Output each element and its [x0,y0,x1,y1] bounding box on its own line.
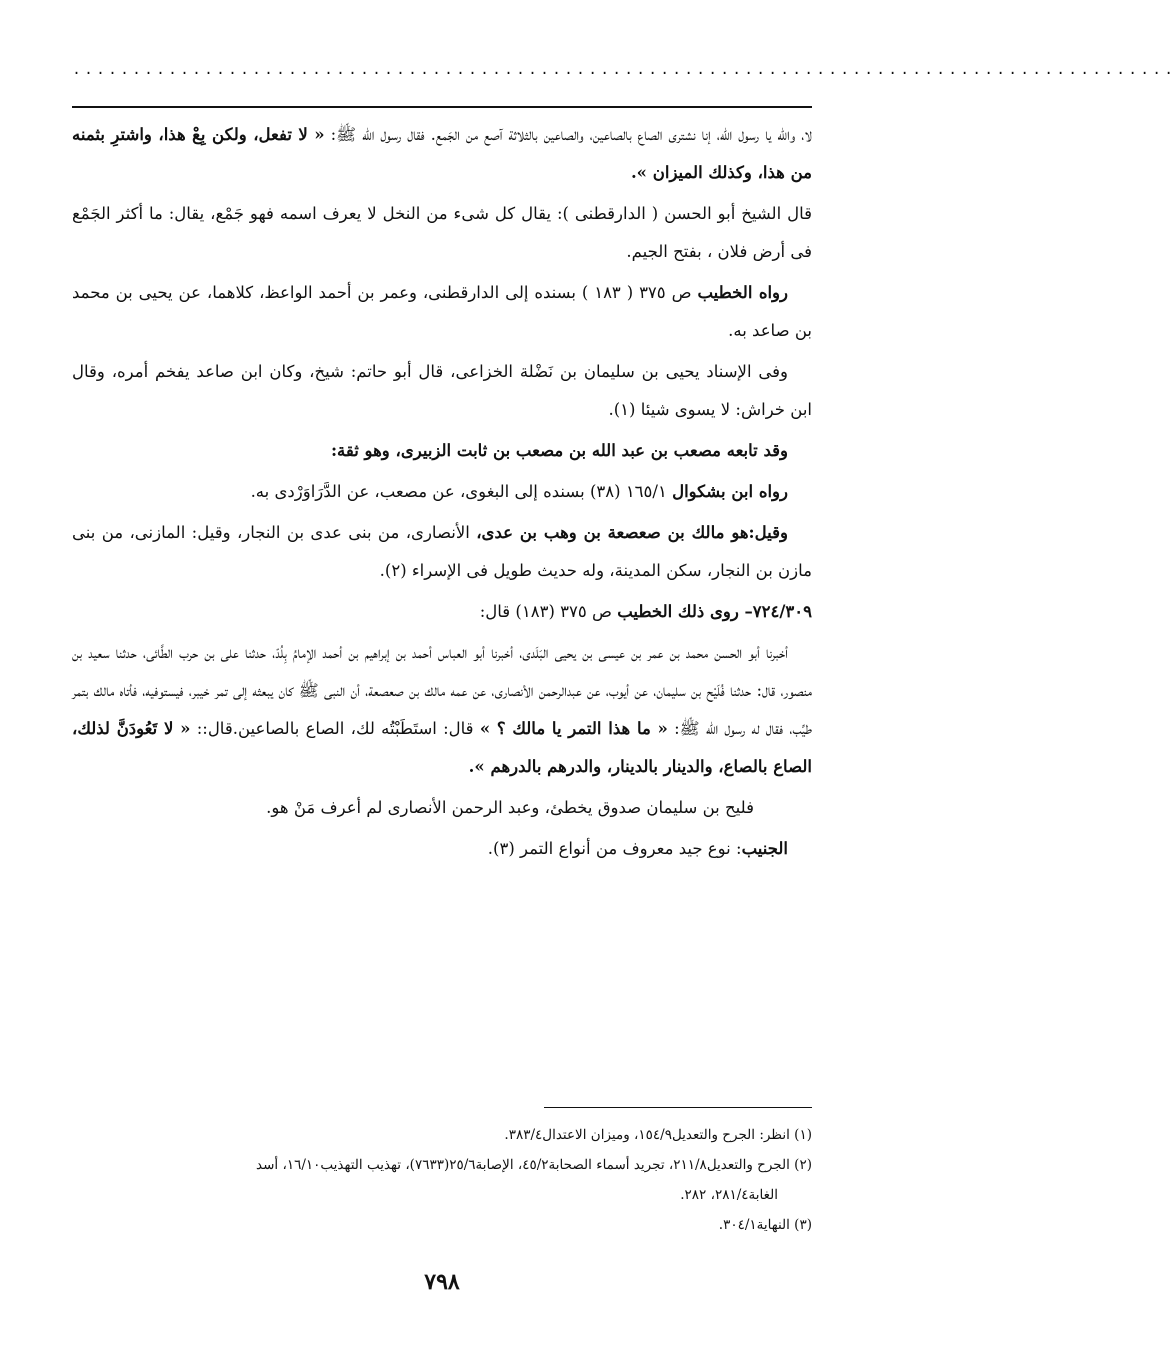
book-page [72,62,1176,1352]
footnote-line: (١) انظر: الجرح والتعديل١٥٤/٩، وميزان الاعتدال٣٨٣/٤. [504,1127,812,1143]
paragraph [72,473,812,511]
bold-text: ٧٢٤/٣٠٩– روى ذلك الخطيب [617,602,812,621]
bold-text: وقيل:هو مالك بن صعصعة بن وهب بن عدى، [476,523,788,542]
paragraph [72,195,812,271]
text-run: لا، والله يا رسول الله، إنا نشترى الصاع بالصاعين، والصاعين بالثلاثة آصع من الجَمع. فقال رسول الله ﷺ: [324,125,812,144]
footnote-line: (٣) النهاية٣٠٤/١. [718,1217,812,1233]
bold-text: « لا تفعل، ولكن بِعْ هذا، واشترِ بثمنه من هذا، وكذلك الميزان ». [72,125,812,182]
footnote [72,1150,812,1210]
paragraph [72,274,812,350]
hadith-heading [72,593,812,631]
footnote-rule [544,1107,812,1108]
text-run: ص ٣٧٥ ( ١٨٣ ) بسنده إلى الدارقطنى، وعمر بن أحمد الواعظ، كلاهما، عن يحيى بن محمد بن صاعد به. [72,283,812,340]
text-run: وفى الإسناد يحيى بن سليمان بن نَضْلة الخزاعى، قال أبو حاتم: شيخ، وكان ابن صاعد يفخم أمره، وقال ابن خراش: لا يسوى شيئا (١). [72,362,812,419]
paragraph [72,514,812,590]
paragraph [72,634,812,786]
bold-text: « ما هذا التمر يا مالك ؟ » [479,719,668,738]
footnote-line: (٢) الجرح والتعديل٢١١/٨، تجريد أسماء الصحابة٤٥/٢، الإصابة٢٥/٦(٧٦٣٣)، تهذيب التهذيب١٦/١٠، أسد [256,1157,812,1173]
text-run: قال: استَطَبْتُه لك، الصاع بالصاعين.قال:: [190,719,480,738]
footnote [72,1120,812,1150]
footnote-line: الغابة٢٨١/٤، ٢٨٢. [680,1187,778,1203]
bold-text: « لا تَعُودَنَّ لذلك، الصاع بالصاع، والدينار بالدينار، والدرهم بالدرهم ». [72,719,812,776]
paragraph [72,353,812,429]
text-run: : نوع جيد معروف من أنواع التمر (٣). [487,839,742,858]
text-run: فليح بن سليمان صدوق يخطئ، وعبد الرحمن الأنصارى لم أعرف مَنْ هو. [266,798,754,817]
footnotes [72,1120,812,1240]
text-run: أخبرنا أبو الحسن محمد بن عمر بن عيسى بن يحيى البَلَدى، أخبرنا أبو العباس أحمد بن إبراهيم بن أحمد الإمامُ بِلُدّ، حدثنا على بن حرب الطَّائى، حدثنا سعيد بن منصور، قال: حدثنا فُلَيْح بن سليمان، عن أيوب، عن عبدالرحمن الأنصارى، عن عمه مالك بن صعصعة، أن النبى ﷺ كان يبعثه إلى تمر خيبر، فيستوفيه، فأتاه مالك بتمر طيِّب، فقال له رسول الله ﷺ: [72,643,812,738]
bold-text: رواه ابن بشكوال [672,482,788,501]
page-number: ٧٩٨ [424,1269,460,1295]
main-text [72,116,812,871]
header-rule [72,106,812,108]
paragraph [72,830,812,868]
paragraph [72,432,812,470]
text-run: الأنصارى، من بنى عدى بن النجار، وقيل: المازنى، من بنى مازن بن النجار، سكن المدينة، وله حديث طويل فى الإسراء (٢). [72,523,812,580]
paragraph [72,789,812,827]
bold-text: وقد تابعه مصعب بن عبد الله بن مصعب بن ثابت الزبيرى، وهو ثقة: [330,441,788,460]
text-run: قال الشيخ أبو الحسن ( الدارقطنى ): يقال كل شىء من النخل لا يعرف اسمه فهو جَمْع، يقال: ما أكثر الجَمْع فى أرض فلان ، بفتح الجيم. [72,204,812,261]
bold-text: الجنيب [741,839,788,858]
header-dotted-line: ............................................................................................ [72,62,1176,79]
text-run: ١٦٥/١ (٣٨) بسنده إلى البغوى، عن مصعب، عن الدَّرَاوَرْدى به. [250,482,673,501]
bold-text: رواه الخطيب [697,283,788,302]
paragraph [72,116,812,192]
footnote [72,1210,812,1240]
text-run: ص ٣٧٥ (١٨٣) قال: [479,602,618,621]
